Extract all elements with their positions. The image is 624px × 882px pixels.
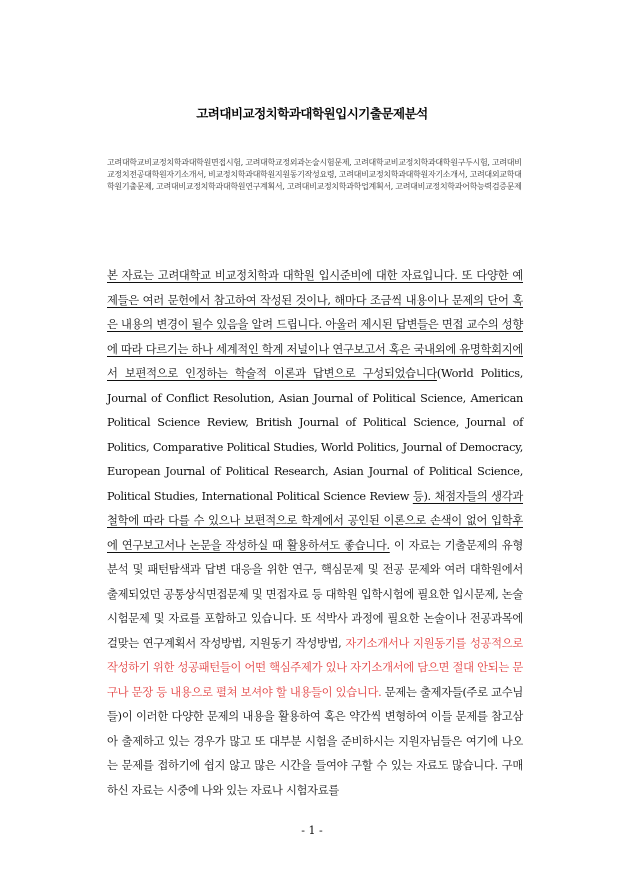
intro-underlined-text: 본 자료는 고려대학교 비교정치학과 대학원 입시준비에 대한 자료입니다. 또 다양한 예제들은 여러 문헌에서 참고하여 작성된 것이나, 해마다 조금씩 내용이나 문제의 단어 혹은 내용의 변경이 될수 있음을 알려 드립니다. 아울러 제시된 답변들은 면접 교수의 성향에 따라 다르기는 하나 세계적인 학계 저널이나 연구보고서 혹은 국내외에 유명학회지에서 보편적으로 인정하는 학술적 이론과 답변으로 구성되었습니다 xyxy=(107,269,523,380)
closing-text: 문제는 출제자들(주로 교수님들)이 이러한 다양한 문제의 내용을 활용하여 혹은 약간씩 변형하여 이들 문제를 참고삼아 출제하고 있는 경우가 많고 또 대부분 시험을 준비하시는 지원자님들은 여기에 나오는 문제를 접하기에 쉽지 않고 많은 시간을 들여야 구할 수 있는 자료도 많습니다. 구매하신 자료는 시중에 나와 있는 자료나 시험자료를 xyxy=(107,685,523,797)
body-paragraph xyxy=(107,264,523,803)
journal-list-text: (World Politics, Journal of Conflict Resolution, Asian Journal of Political Science, American Political Science Review, British Journal of Political Science, Journal of Politics, Comparative Political Studies, World Politics, Journal of Democracy, European Journal of Political Research, Asian Journal of Political Science, Political Studies, International Political Science Review xyxy=(107,367,523,503)
contents-description-text: 이 자료는 기출문제의 유형분석 및 패턴탐색과 답변 대응을 위한 연구, 핵심문제 및 전공 문제와 여러 대학원에서 출제되었던 공통상식면접문제 및 면접자료 등 대학원 입학시험에 필요한 입시문제, 논술시험문제 및 자료를 포함하고 있습니다. 또 석박사 과정에 필요한 논술이나 전공과목에 걸맞는 연구계획서 작성방법, 지원동기 작성방법, xyxy=(107,538,524,650)
usage-underlined-text: 등). 채점자들의 생각과 철학에 따라 다를 수 있으나 보편적으로 학계에서 공인된 이론으로 손색이 없어 입학후에 연구보고서나 논문을 작성하실 때 활용하셔도 좋습니다. xyxy=(107,489,524,552)
document-title: 고려대비교정치학과대학원입시기출문제분석 xyxy=(196,106,428,121)
page-number: - 1 - xyxy=(301,824,323,837)
highlighted-red-text: 자기소개서나 지원동기를 성공적으로 작성하기 위한 성공패턴들이 어떤 핵심주제가 있나 자기소개서에 담으면 절대 안되는 문구나 문장 등 내용으로 펼쳐 보셔야 할 내용들이 있습니다. xyxy=(107,636,524,699)
keywords-paragraph: 고려대학교비교정치학과대학원면접시험, 고려대학교정외과논술시험문제, 고려대학교비교정치학과대학원구두시험, 고려대비교정치전공대학원자기소개서, 비교정치학과대학원지원동기작성요령, 고려대비교정치학과대학원자기소개서, 고려대외교학대학원기출문제, 고려대비교정치학과대학원연구계획서, 고려대비교정치학과학업계획서, 고려대비교정치학과어학능력검증문제 xyxy=(107,158,522,191)
